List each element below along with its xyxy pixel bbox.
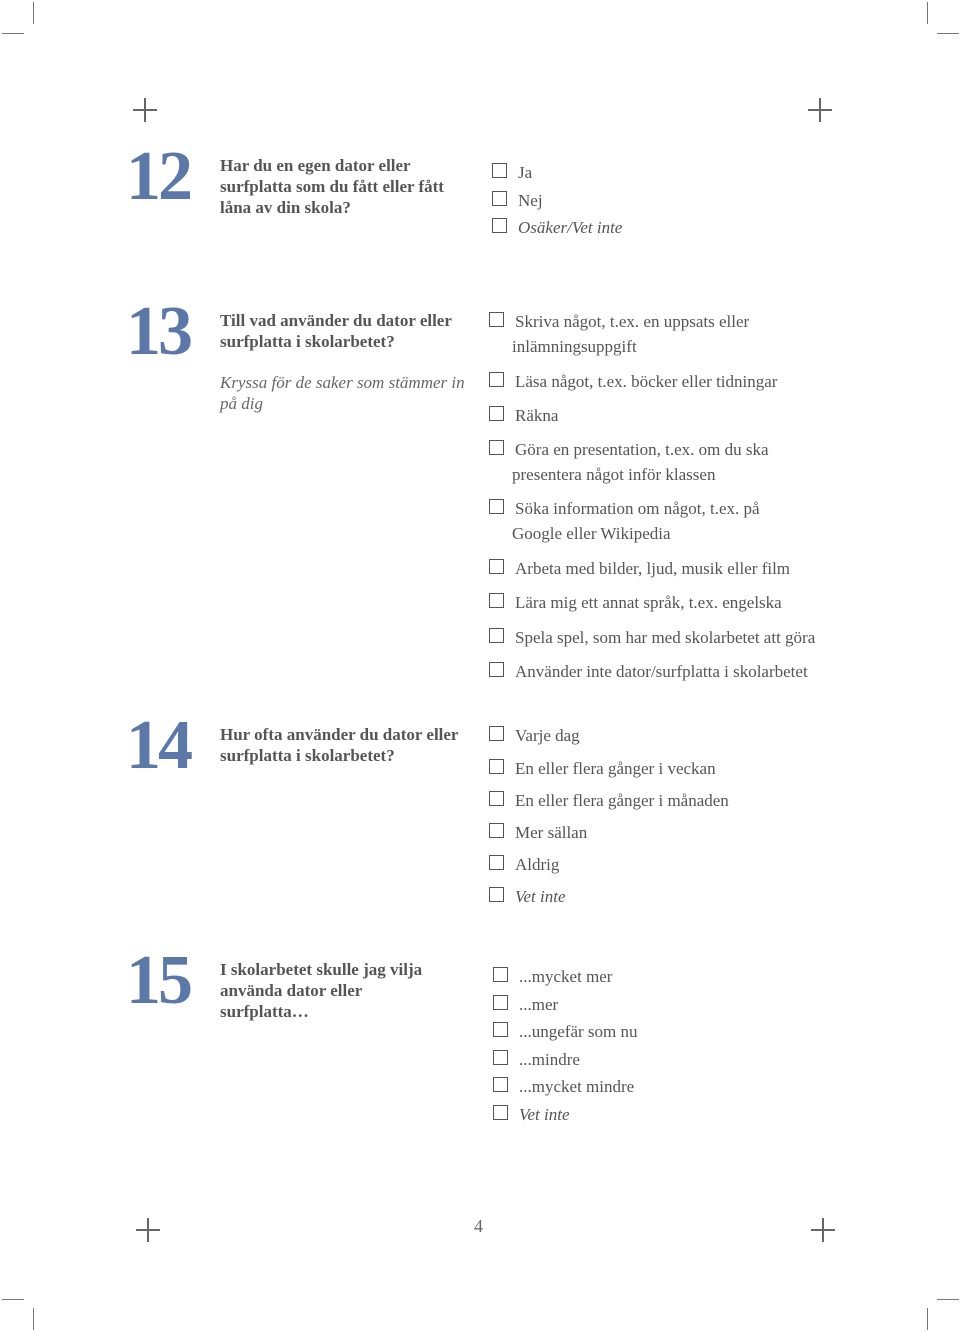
answer-option[interactable] xyxy=(489,756,716,781)
trim-mark xyxy=(937,33,959,34)
option-label: Varje dag xyxy=(515,726,580,745)
answer-option[interactable] xyxy=(489,723,580,748)
checkbox[interactable] xyxy=(493,967,508,982)
option-label: Räkna xyxy=(515,406,559,425)
checkbox[interactable] xyxy=(492,218,507,233)
checkbox[interactable] xyxy=(489,559,504,574)
answer-option[interactable] xyxy=(492,215,622,240)
checkbox[interactable] xyxy=(489,406,504,421)
trim-mark xyxy=(2,1299,24,1300)
answer-option[interactable] xyxy=(489,625,815,650)
option-label: ...ungefär som nu xyxy=(519,1022,638,1041)
option-label: Ja xyxy=(518,163,533,182)
option-label: ...mycket mindre xyxy=(519,1077,635,1096)
trim-mark xyxy=(33,2,34,24)
answer-option[interactable] xyxy=(489,437,769,487)
option-label: inlämningsuppgift xyxy=(512,337,637,356)
question-number: 14 xyxy=(126,707,190,784)
checkbox[interactable] xyxy=(489,887,504,902)
option-label: Använder inte dator/surfplatta i skolarbetet xyxy=(515,662,808,681)
checkbox[interactable] xyxy=(493,1022,508,1037)
option-label: En eller flera gånger i månaden xyxy=(515,791,729,810)
option-label: Spela spel, som har med skolarbetet att göra xyxy=(515,628,816,647)
option-label: presentera något inför klassen xyxy=(512,465,716,484)
answer-option[interactable] xyxy=(489,403,558,428)
option-label: Lära mig ett annat språk, t.ex. engelska xyxy=(515,593,782,612)
answer-option[interactable] xyxy=(489,659,808,684)
question-hint: Kryssa för de saker som stämmer in på dig xyxy=(220,373,465,413)
question-text: Hur ofta använder du dator eller surfplatta i skolarbetet? xyxy=(220,725,459,765)
answer-option[interactable] xyxy=(489,496,760,546)
option-label: Skriva något, t.ex. en uppsats eller xyxy=(515,312,750,331)
checkbox[interactable] xyxy=(489,726,504,741)
checkbox[interactable] xyxy=(489,823,504,838)
answer-option[interactable] xyxy=(489,884,566,909)
checkbox[interactable] xyxy=(493,995,508,1010)
answer-option[interactable] xyxy=(489,369,777,394)
option-label: Mer sällan xyxy=(515,823,588,842)
registration-mark-icon xyxy=(811,1218,835,1242)
option-label: ...mer xyxy=(519,995,559,1014)
question-number: 13 xyxy=(126,293,190,370)
trim-mark xyxy=(2,33,24,34)
checkbox[interactable] xyxy=(489,593,504,608)
option-label: Google eller Wikipedia xyxy=(512,524,671,543)
option-label: Aldrig xyxy=(515,855,560,874)
answer-option[interactable] xyxy=(493,1102,570,1127)
answer-option[interactable] xyxy=(493,1019,638,1044)
option-label: Läsa något, t.ex. böcker eller tidningar xyxy=(515,372,778,391)
checkbox[interactable] xyxy=(489,372,504,387)
answer-option[interactable] xyxy=(493,992,558,1017)
page-number: 4 xyxy=(474,1216,483,1236)
option-label: En eller flera gånger i veckan xyxy=(515,759,716,778)
option-label: Osäker/Vet inte xyxy=(518,218,623,237)
answer-option[interactable] xyxy=(489,852,559,877)
option-label: Göra en presentation, t.ex. om du ska xyxy=(515,440,769,459)
trim-mark xyxy=(927,2,928,24)
checkbox[interactable] xyxy=(493,1050,508,1065)
answer-option[interactable] xyxy=(492,188,543,213)
checkbox[interactable] xyxy=(489,759,504,774)
answer-option[interactable] xyxy=(489,788,729,813)
answer-option[interactable] xyxy=(489,820,587,845)
checkbox[interactable] xyxy=(489,791,504,806)
checkbox[interactable] xyxy=(489,628,504,643)
checkbox[interactable] xyxy=(489,440,504,455)
answer-option[interactable] xyxy=(489,590,782,615)
question-text: Till vad använder du dator eller surfplatta i skolarbetet? xyxy=(220,311,452,351)
question-text: I skolarbetet skulle jag vilja använda dator eller surfplatta… xyxy=(220,960,423,1021)
checkbox[interactable] xyxy=(489,312,504,327)
checkbox[interactable] xyxy=(489,855,504,870)
option-label: ...mycket mer xyxy=(519,967,613,986)
checkbox[interactable] xyxy=(489,662,504,677)
answer-option[interactable] xyxy=(493,1074,634,1099)
option-label: ...mindre xyxy=(519,1050,580,1069)
checkbox[interactable] xyxy=(492,163,507,178)
checkbox[interactable] xyxy=(493,1077,508,1092)
answer-option[interactable] xyxy=(489,309,749,359)
checkbox[interactable] xyxy=(489,499,504,514)
option-label: Vet inte xyxy=(515,887,566,906)
registration-mark-icon xyxy=(808,98,832,122)
trim-mark xyxy=(937,1299,959,1300)
option-label: Nej xyxy=(518,191,543,210)
question-number: 12 xyxy=(126,138,190,215)
trim-mark xyxy=(927,1308,928,1330)
answer-option[interactable] xyxy=(489,556,790,581)
option-label: Söka information om något, t.ex. på xyxy=(515,499,760,518)
trim-mark xyxy=(33,1308,34,1330)
registration-mark-icon xyxy=(136,1218,160,1242)
option-label: Vet inte xyxy=(519,1105,570,1124)
question-number: 15 xyxy=(126,942,190,1019)
option-label: Arbeta med bilder, ljud, musik eller film xyxy=(515,559,791,578)
checkbox[interactable] xyxy=(493,1105,508,1120)
question-text: Har du en egen dator eller surfplatta som du fått eller fått låna av din skola? xyxy=(220,156,444,217)
answer-option[interactable] xyxy=(492,160,532,185)
answer-option[interactable] xyxy=(493,964,612,989)
registration-mark-icon xyxy=(133,98,157,122)
checkbox[interactable] xyxy=(492,191,507,206)
answer-option[interactable] xyxy=(493,1047,580,1072)
